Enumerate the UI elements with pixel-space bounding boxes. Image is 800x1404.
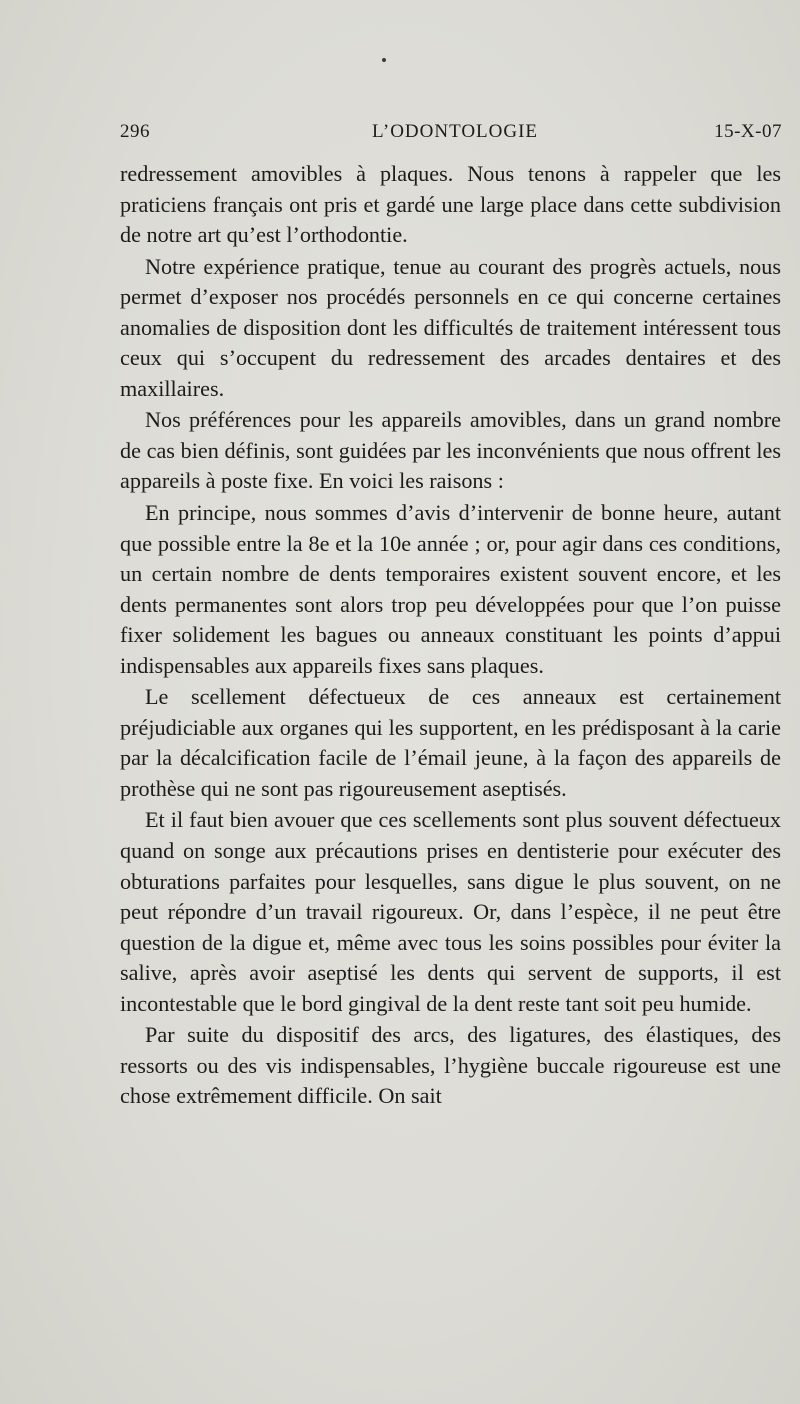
paragraph-6: Et il faut bien avouer que ces scellements sont plus souvent défectueux quand on songe aux précautions prises en dentisterie pour exécuter des obturations parfaites pour lesquelles, sans digue le plus souvent, on ne peut répondre d’un travail rigoureux. Or, dans l’espèce, il ne peut être question de la digue et, même avec tous les soins possibles pour éviter la salive, après avoir aseptisé les dents qui servent de supports, il est incontestable que le bord gingival de la dent reste tant soit peu humide. bbox=[120, 807, 781, 1016]
page-number: 296 bbox=[120, 121, 150, 142]
paragraph-5: Le scellement défectueux de ces anneaux est certainement préjudiciable aux organes qui les supportent, en les prédisposant à la carie par la décalcification facile de l’émail jeune, à la façon des appareils de prothèse qui ne sont pas rigoureusement aseptisés. bbox=[120, 684, 781, 801]
paragraph-3: Nos préférences pour les appareils amovibles, dans un grand nombre de cas bien définis, sont guidées par les inconvénients que nous offrent les appareils à poste fixe. En voici les raisons : bbox=[120, 407, 781, 494]
paragraph-2: Notre expérience pratique, tenue au courant des progrès actuels, nous permet d’exposer nos procédés personnels en ce qui concerne certaines anomalies de disposition dont les difficultés de traitement intéressent tous ceux qui s’occupent du redressement des arcades dentaires et des maxillaires. bbox=[120, 253, 781, 401]
body-text bbox=[120, 159, 781, 1112]
paragraph-4: En principe, nous sommes d’avis d’intervenir de bonne heure, autant que possible entre la 8e et la 10e année ; or, pour agir dans ces conditions, un certain nombre de dents temporaires existent souvent encore, et les dents permanentes sont alors trop peu développées pour que l’on puisse fixer solidement les bagues ou anneaux constituant les points d’appui indispensables aux appareils fixes sans plaques. bbox=[120, 500, 781, 678]
running-header bbox=[120, 121, 782, 151]
issue-date: 15-X-07 bbox=[714, 121, 782, 142]
paragraph-7: Par suite du dispositif des arcs, des ligatures, des élastiques, des ressorts ou des vis indispensables, l’hygiène buccale rigoureuse est une chose extrêmement difficile. On sait bbox=[120, 1022, 781, 1109]
paragraph-1: redressement amovibles à plaques. Nous tenons à rappeler que les praticiens français ont pris et gardé une large place dans cette subdivision de notre art qu’est l’orthodontie. bbox=[120, 161, 781, 248]
ink-speck bbox=[382, 58, 386, 62]
running-title: L’ODONTOLOGIE bbox=[372, 121, 539, 142]
